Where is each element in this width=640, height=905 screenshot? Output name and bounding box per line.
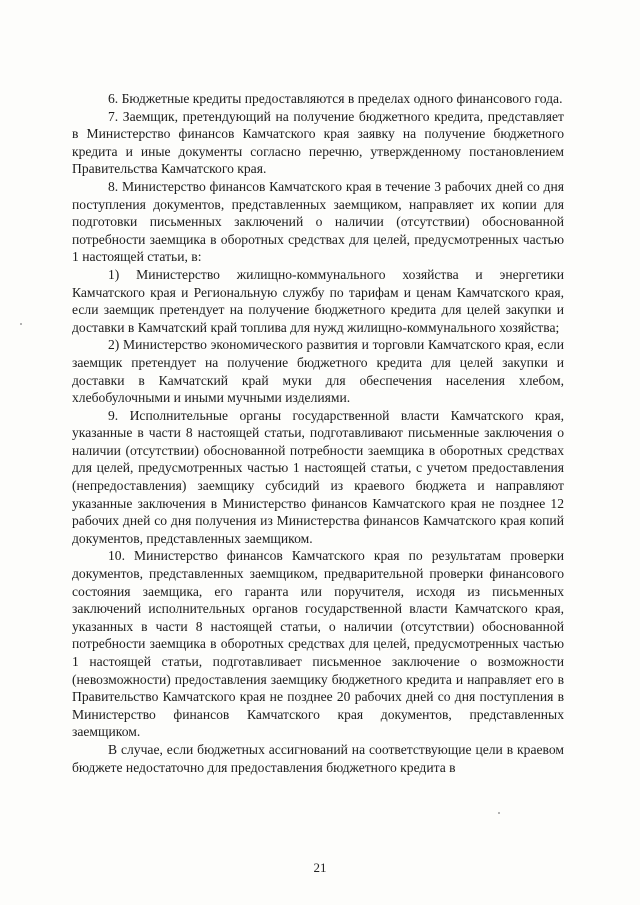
document-body [72,90,564,776]
paragraph-9: 9. Исполнительные органы государственной власти Камчатского края, указанные в части 8 настоящей статьи, подготавливают письменные заключения о наличии (отсутствии) обоснованной потребности заемщика в оборотных средствах для целей, предусмотренных частью 1 настоящей статьи, с учетом предоставления (непредоставления) заемщику субсидий из краевого бюджета и направляют указанные заключения в Министерство финансов Камчатского края не позднее 12 рабочих дней со дня получения из Министерства финансов Камчатского края копий документов, представленных заемщиком. [72,407,564,546]
paragraph-6: 6. Бюджетные кредиты предоставляются в пределах одного финансового года. [108,91,563,106]
scan-speck [20,323,22,325]
paragraph-8-item-1: 1) Министерство жилищно-коммунального хозяйства и энергетики Камчатского края и Региональную службу по тарифам и ценам Камчатского края, если заемщик претендует на получение бюджетного кредита для целей закупки и доставки в Камчатский край топлива для нужд жилищно-коммунального хозяйства; [72,266,564,335]
paragraph-8-item-2: 2) Министерство экономического развития и торговли Камчатского края, если заемщик претендует на получение бюджетного кредита для целей закупки и доставки в Камчатский край муки для обеспечения населения хлебом, хлебобулочными и иными мучными изделиями. [72,337,564,406]
page-number: 21 [313,860,327,875]
paragraph-10: 10. Министерство финансов Камчатского края по результатам проверки документов, представленных заемщиком, предварительной проверки финансового состояния заемщика, его гаранта или поручителя, исходя из письменных заключений исполнительных органов государственной власти Камчатского края, указанных в части 8 настоящей статьи, о наличии (отсутствии) обоснованной потребности заемщика в оборотных средствах для целей, предусмотренных частью 1 настоящей статьи, подготавливает письменное заключение о возможности (невозможности) предоставления заемщику бюджетного кредита и направляет его в Правительство Камчатского края не позднее 20 рабочих дней со дня поступления в Министерство финансов Камчатского края документов, представленных заемщиком. [72,548,564,740]
scan-speck [498,812,500,814]
paragraph-8: 8. Министерство финансов Камчатского края в течение 3 рабочих дней со дня поступления документов, представленных заемщиком, направляет их копии для подготовки письменных заключений о наличии (отсутствии) обоснованной потребности заемщика в оборотных средствах для целей, предусмотренных частью 1 настоящей статьи, в: [72,178,564,265]
paragraph-7: 7. Заемщик, претендующий на получение бюджетного кредита, представляет в Министерство финансов Камчатского края заявку на получение бюджетного кредита и иные документы согласно перечню, утвержденному постановлением Правительства Камчатского края. [72,108,564,177]
paragraph-10-continuation: В случае, если бюджетных ассигнований на соответствующие цели в краевом бюджете недостаточно для предоставления бюджетного кредита в [72,741,564,775]
